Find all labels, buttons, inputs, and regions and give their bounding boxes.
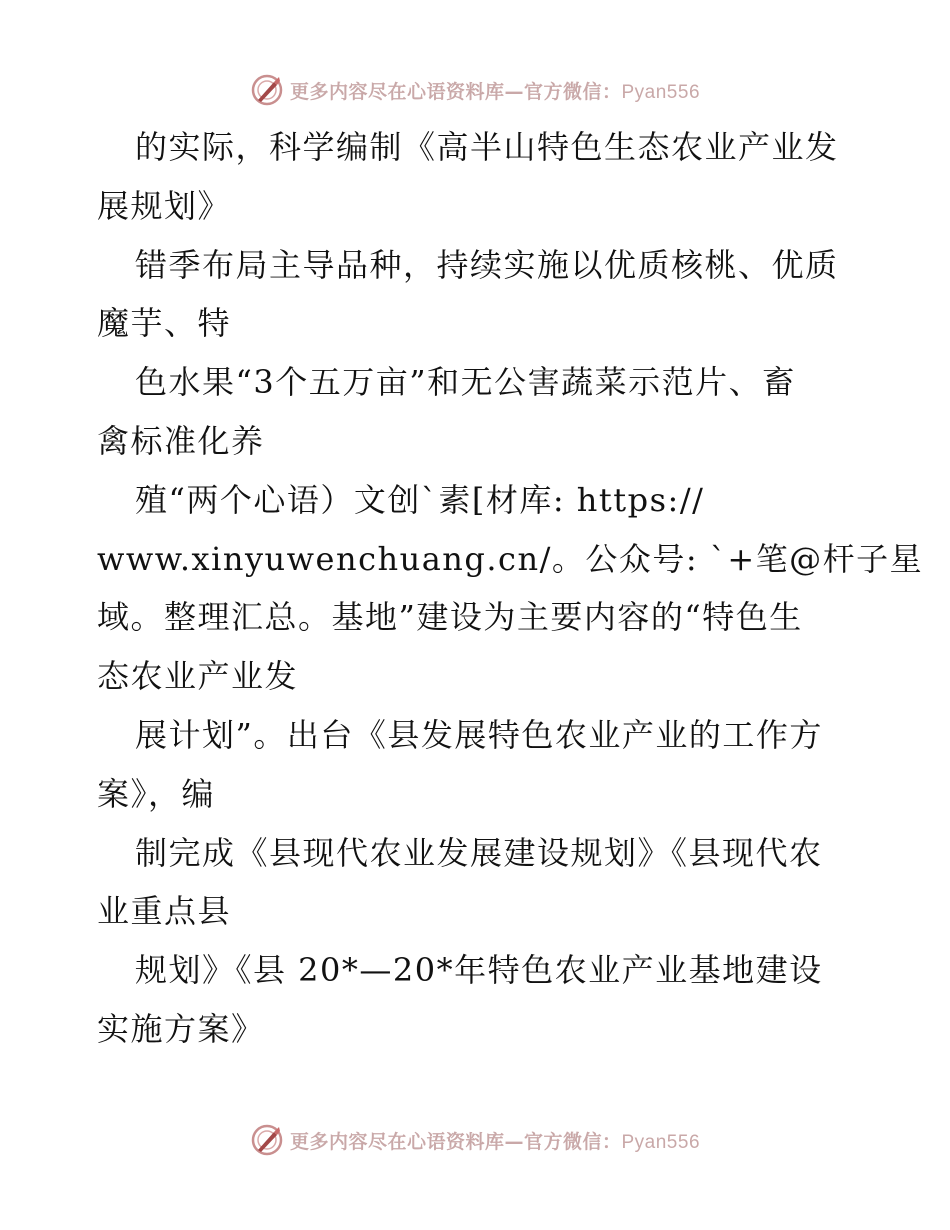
text-line: 实施方案》 <box>97 1009 265 1048</box>
watermark-separator: — <box>504 80 524 103</box>
footer-watermark <box>0 1120 950 1160</box>
text-line: www.xinyuwenchuang.cn/。公众号: `+笔@杆子星 <box>97 539 924 578</box>
text-line: 案》，编 <box>97 774 216 813</box>
text-line: 态农业产业发 <box>97 657 299 696</box>
text-line: 的实际，科学编制《高半山特色生态农业产业发 <box>135 128 839 166</box>
quill-circle-icon <box>250 1123 284 1157</box>
text-line: 业重点县 <box>97 892 232 931</box>
text-line: 魔芋、特 <box>97 304 232 343</box>
text-line: 展规划》 <box>97 186 232 225</box>
text-line: 制完成《县现代农业发展建设规划》《县现代农 <box>135 833 823 872</box>
watermark-text: 更多内容尽在心语资料库 <box>289 80 505 103</box>
text-line: 色水果“3个五万亩”和无公害蔬菜示范片、畜 <box>135 363 796 402</box>
text-line: 域。整理汇总。基地”建设为主要内容的“特色生 <box>97 598 803 637</box>
watermark-text: 更多内容尽在心语资料库 <box>289 1130 505 1153</box>
quill-circle-icon <box>250 73 284 107</box>
text-line: 错季布局主导品种，持续实施以优质核桃、优质 <box>135 245 839 284</box>
text-line: 禽标准化养 <box>97 421 265 460</box>
text-line: 规划》《县 20*—20*年特色农业产业基地建设 <box>135 951 823 990</box>
document-body <box>97 118 924 1059</box>
watermark-suffix: 官方微信： <box>523 1130 622 1153</box>
watermark-id: Pyan556 <box>621 1131 701 1153</box>
header-watermark <box>0 70 950 110</box>
watermark-separator: — <box>504 1130 524 1153</box>
text-line: 展计划”。出台《县发展特色农业产业的工作方 <box>135 715 823 754</box>
watermark-suffix: 官方微信： <box>523 80 622 103</box>
text-line: 殖“两个心语）文创`素[材库: https:// <box>135 480 705 519</box>
watermark-id: Pyan556 <box>621 81 701 103</box>
